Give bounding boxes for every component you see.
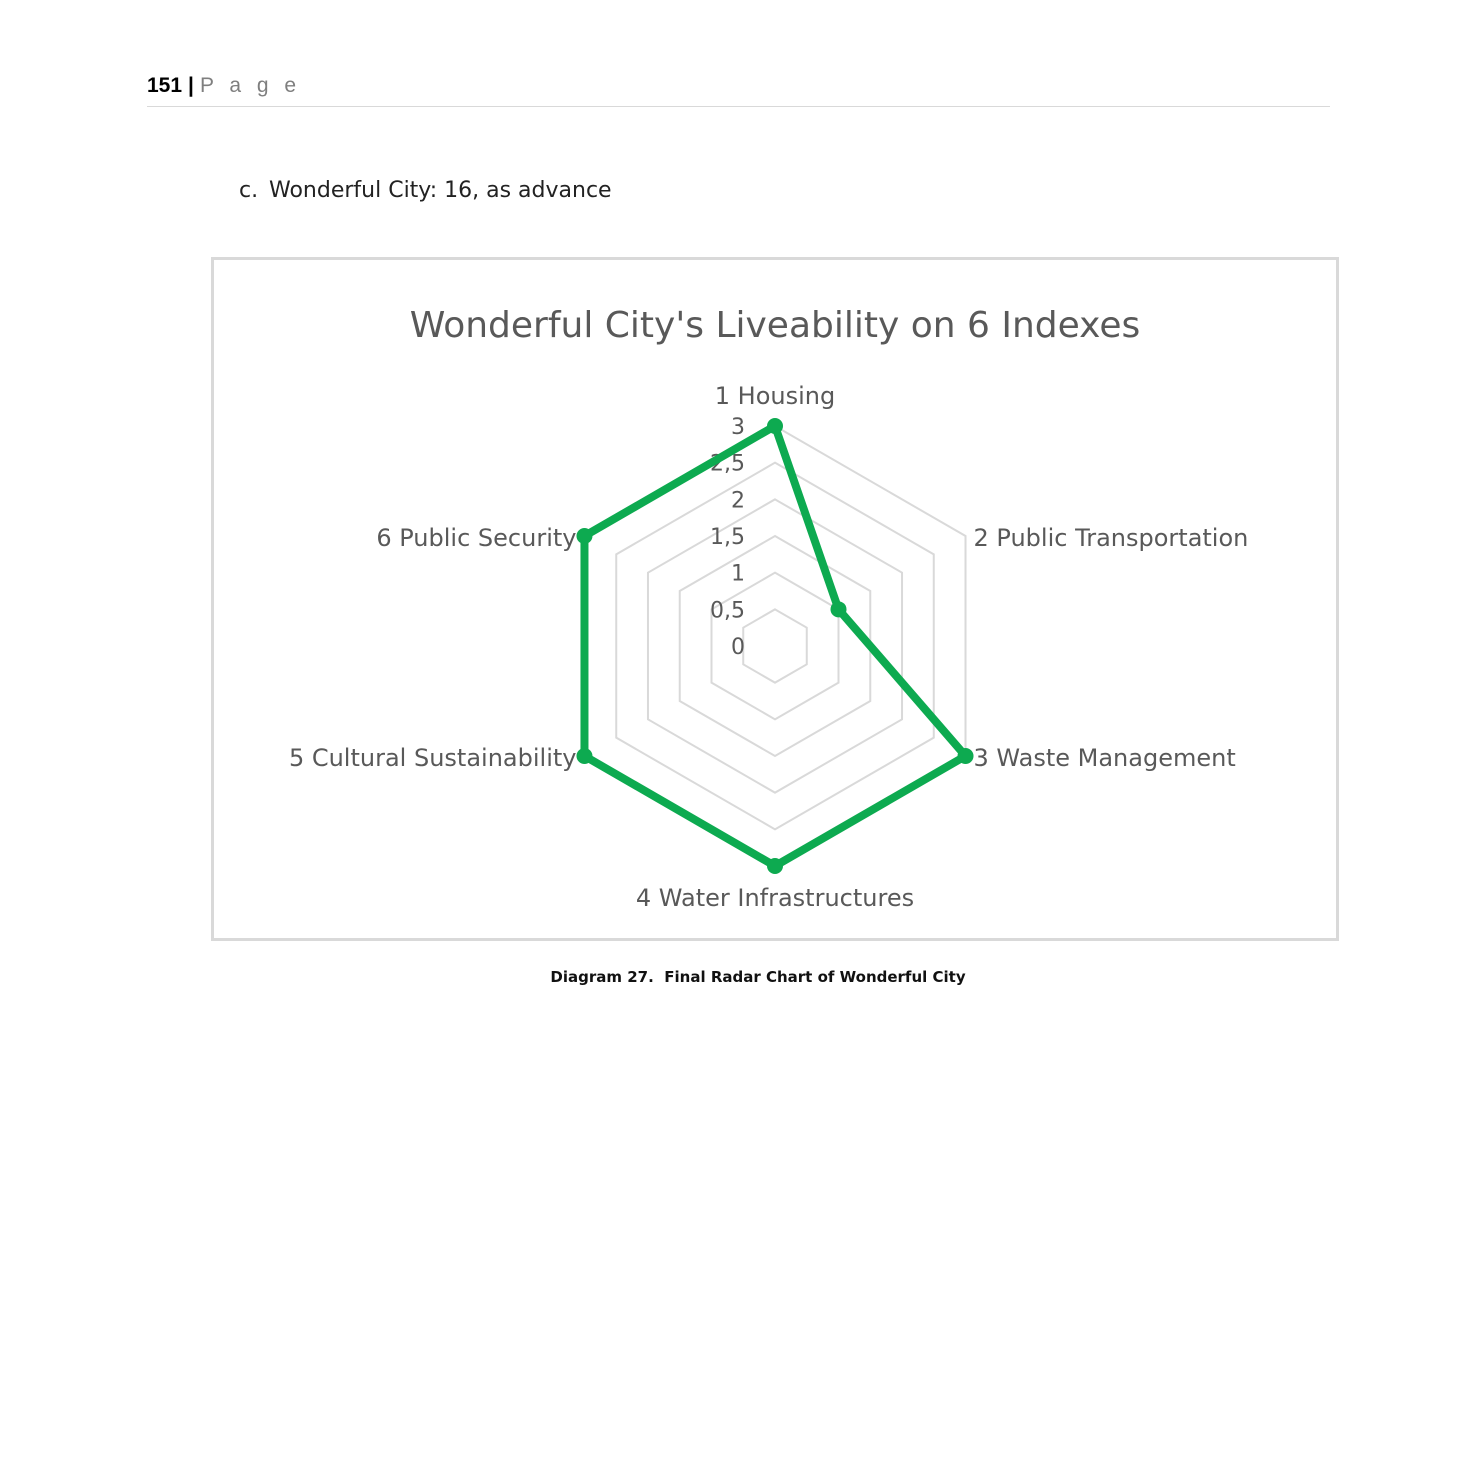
- caption-text: Final Radar Chart of Wonderful City: [664, 968, 966, 986]
- category-label: 1 Housing: [714, 382, 836, 410]
- series-line: [584, 426, 965, 866]
- category-label: 6 Public Security: [376, 524, 577, 552]
- data-point: [958, 748, 974, 764]
- radar-series: [576, 418, 973, 874]
- tick-label: 0,5: [710, 598, 745, 624]
- data-point: [767, 418, 783, 434]
- data-point: [831, 601, 847, 617]
- tick-label: 2: [731, 488, 745, 514]
- tick-label: 3: [731, 415, 745, 440]
- radar-grid: [584, 426, 965, 866]
- radar-category-labels: [289, 382, 1248, 912]
- grid-ring: [648, 499, 902, 792]
- page-number: 151: [147, 74, 183, 97]
- grid-ring: [743, 609, 807, 682]
- tick-label: 1,5: [710, 525, 745, 550]
- page-separator: |: [188, 74, 194, 97]
- list-item: [239, 178, 612, 203]
- list-marker: c.: [239, 178, 259, 203]
- data-point: [576, 748, 592, 764]
- category-label: 2 Public Transportation: [973, 524, 1249, 552]
- data-point: [576, 528, 592, 544]
- category-label: 3 Waste Management: [973, 744, 1236, 772]
- tick-label: 1: [731, 561, 745, 587]
- caption-label: Diagram 27.: [550, 968, 654, 986]
- tick-label: 0: [731, 635, 745, 660]
- tick-label: 2,5: [710, 451, 745, 477]
- data-point: [767, 858, 783, 874]
- page-header: [147, 74, 1330, 107]
- radar-chart-frame: [211, 257, 1339, 941]
- radar-chart: [214, 260, 1336, 938]
- grid-ring: [680, 536, 871, 756]
- grid-ring: [584, 426, 965, 866]
- grid-ring: [616, 463, 934, 830]
- page-label: P a g e: [199, 74, 302, 97]
- category-label: 4 Water Infrastructures: [635, 884, 915, 912]
- chart-title: Wonderful City's Liveability on 6 Indexes: [409, 305, 1141, 346]
- list-item-text: Wonderful City: 16, as advance: [269, 178, 612, 203]
- figure-caption: [0, 968, 1477, 986]
- category-label: 5 Cultural Sustainability: [288, 744, 577, 772]
